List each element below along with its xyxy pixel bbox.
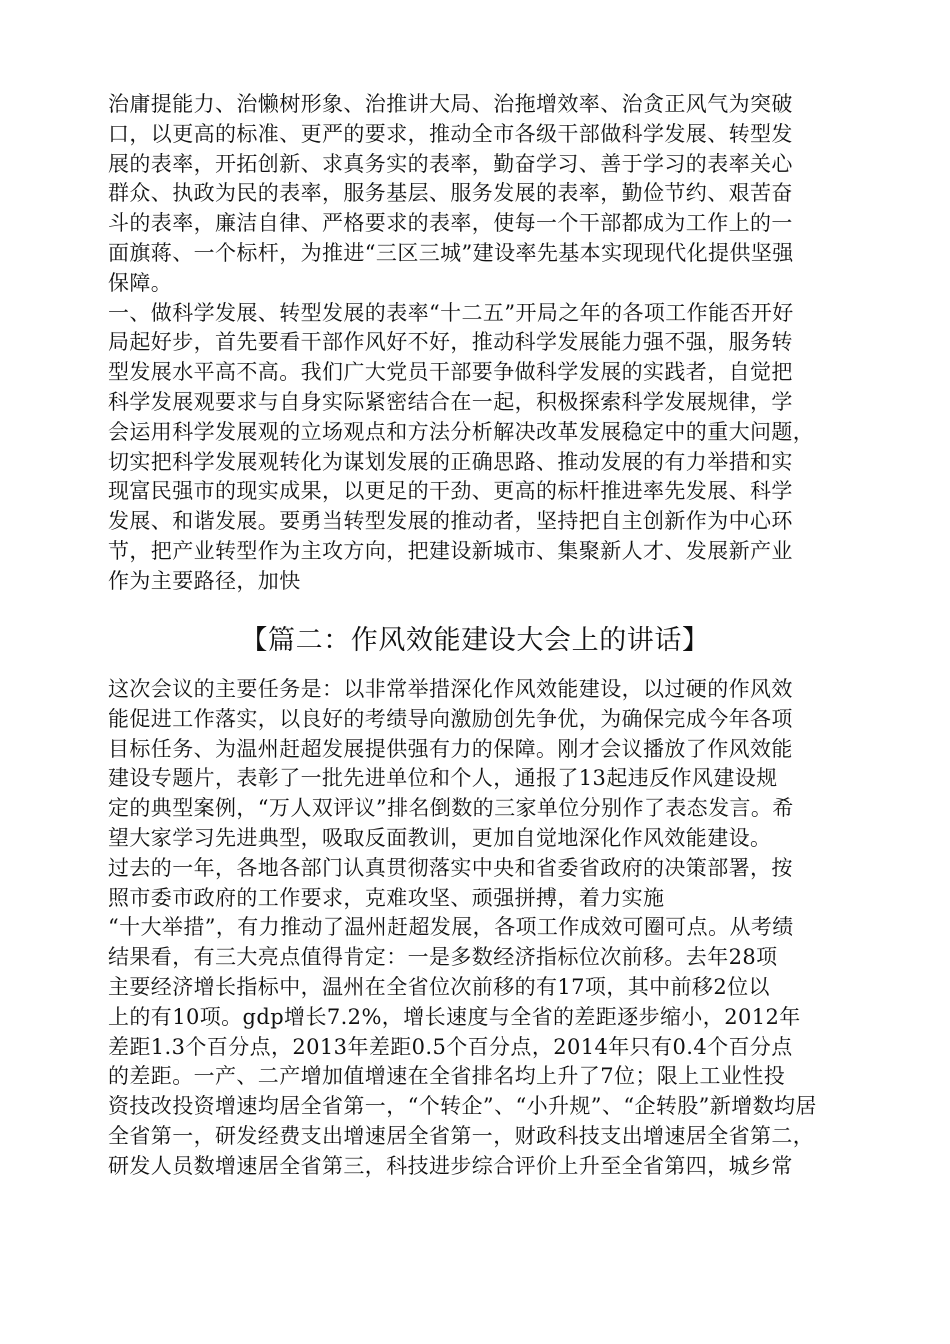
section-one-text bbox=[108, 90, 868, 597]
paragraph-line: 口，以更高的标准、更严的要求，推动全市各级干部做科学发展、转型发 bbox=[108, 121, 793, 146]
paragraph-line: “十大举措”，有力推动了温州赶超发展，各项工作成效可圈可点。从考绩 bbox=[108, 915, 794, 940]
paragraph-line: 全省第一，研发经费支出增速居全省第一，财政科技支出增速居全省第二， bbox=[108, 1123, 815, 1148]
paragraph-line: 望大家学习先进典型，吸取反面教训，更加自觉地深化作风效能建设。 bbox=[108, 825, 772, 850]
paragraph-line: 建设专题片，表彰了一批先进单位和个人，通报了13起违反作风建设规 bbox=[108, 766, 778, 791]
paragraph-line: 结果看，有三大亮点值得肯定：一是多数经济指标位次前移。去年28项 bbox=[108, 945, 778, 970]
paragraph-line: 会运用科学发展观的立场观点和方法分析解决改革发展稳定中的重大问题， bbox=[108, 419, 815, 444]
paragraph-line: 面旗蒋、一个标杆，为推进“三区三城”建设率先基本实现现代化提供坚强 bbox=[108, 240, 794, 265]
paragraph-line: 定的典型案例，“万人双评议”排名倒数的三家单位分别作了表态发言。希 bbox=[108, 796, 794, 821]
paragraph-line: 上的有10项。gdp增长7.2%，增长速度与全省的差距逐步缩小，2012年 bbox=[108, 1004, 801, 1029]
paragraph-line: 一、做科学发展、转型发展的表率“十二五”开局之年的各项工作能否开好 bbox=[108, 300, 794, 325]
paragraph-line: 能促进工作落实，以良好的考绩导向激励创先争优，为确保完成今年各项 bbox=[108, 706, 793, 731]
paragraph-line: 群众、执政为民的表率，服务基层、服务发展的表率，勤俭节约、艰苦奋 bbox=[108, 181, 793, 206]
paragraph-line: 作为主要路径，加快 bbox=[108, 568, 301, 593]
section-two-text bbox=[108, 675, 868, 1182]
paragraph-line: 展的表率，开拓创新、求真务实的表率，勤奋学习、善于学习的表率关心 bbox=[108, 151, 793, 176]
paragraph-line: 主要经济增长指标中，温州在全省位次前移的有17项，其中前移2位以 bbox=[108, 974, 770, 999]
paragraph-line: 切实把科学发展观转化为谋划发展的正确思路、推动发展的有力举措和实 bbox=[108, 449, 793, 474]
paragraph-line: 斗的表率，廉洁自律、严格要求的表率，使每一个干部都成为工作上的一 bbox=[108, 211, 793, 236]
paragraph-line: 治庸提能力、治懒树形象、治推讲大局、治拖增效率、治贪正风气为突破 bbox=[108, 92, 793, 116]
paragraph-line: 局起好步，首先要看干部作风好不好，推动科学发展能力强不强，服务转 bbox=[108, 330, 793, 355]
paragraph-line: 的差距。一产、二产增加值增速在全省排名均上升了7位；限上工业性投 bbox=[108, 1064, 786, 1089]
paragraph-line: 研发人员数增速居全省第三，科技进步综合评价上升至全省第四，城乡常 bbox=[108, 1153, 793, 1178]
paragraph-line: 这次会议的主要任务是：以非常举措深化作风效能建设，以过硬的作风效 bbox=[108, 677, 793, 701]
section-heading: 【篇二：作风效能建设大会上的讲话】 bbox=[240, 625, 710, 656]
paragraph-line: 现富民强市的现实成果，以更足的干劲、更高的标杆推进率先发展、科学 bbox=[108, 479, 793, 504]
paragraph-line: 照市委市政府的工作要求，克难攻坚、顽强拼搏，着力实施 bbox=[108, 885, 665, 910]
paragraph-line: 过去的一年，各地各部门认真贯彻落实中央和省委省政府的决策部署，按 bbox=[108, 855, 793, 880]
paragraph-line: 发展、和谐发展。要勇当转型发展的推动者，坚持把自主创新作为中心环 bbox=[108, 509, 793, 534]
paragraph-line: 保障。 bbox=[108, 270, 173, 295]
paragraph-line: 目标任务、为温州赶超发展提供强有力的保障。刚才会议播放了作风效能 bbox=[108, 736, 793, 761]
paragraph-line: 型发展水平高不高。我们广大党员干部要争做科学发展的实践者，自觉把 bbox=[108, 360, 793, 385]
paragraph-line: 资技改投资增速均居全省第一，“个转企”、“小升规”、“企转股”新增数均居 bbox=[108, 1094, 817, 1119]
paragraph-line: 科学发展观要求与自身实际紧密结合在一起，积极探索科学发展规律，学 bbox=[108, 389, 793, 414]
paragraph-line: 差距1.3个百分点，2013年差距0.5个百分点，2014年只有0.4个百分点 bbox=[108, 1034, 793, 1059]
paragraph-line: 节，把产业转型作为主攻方向，把建设新城市、集聚新人才、发展新产业 bbox=[108, 538, 793, 563]
